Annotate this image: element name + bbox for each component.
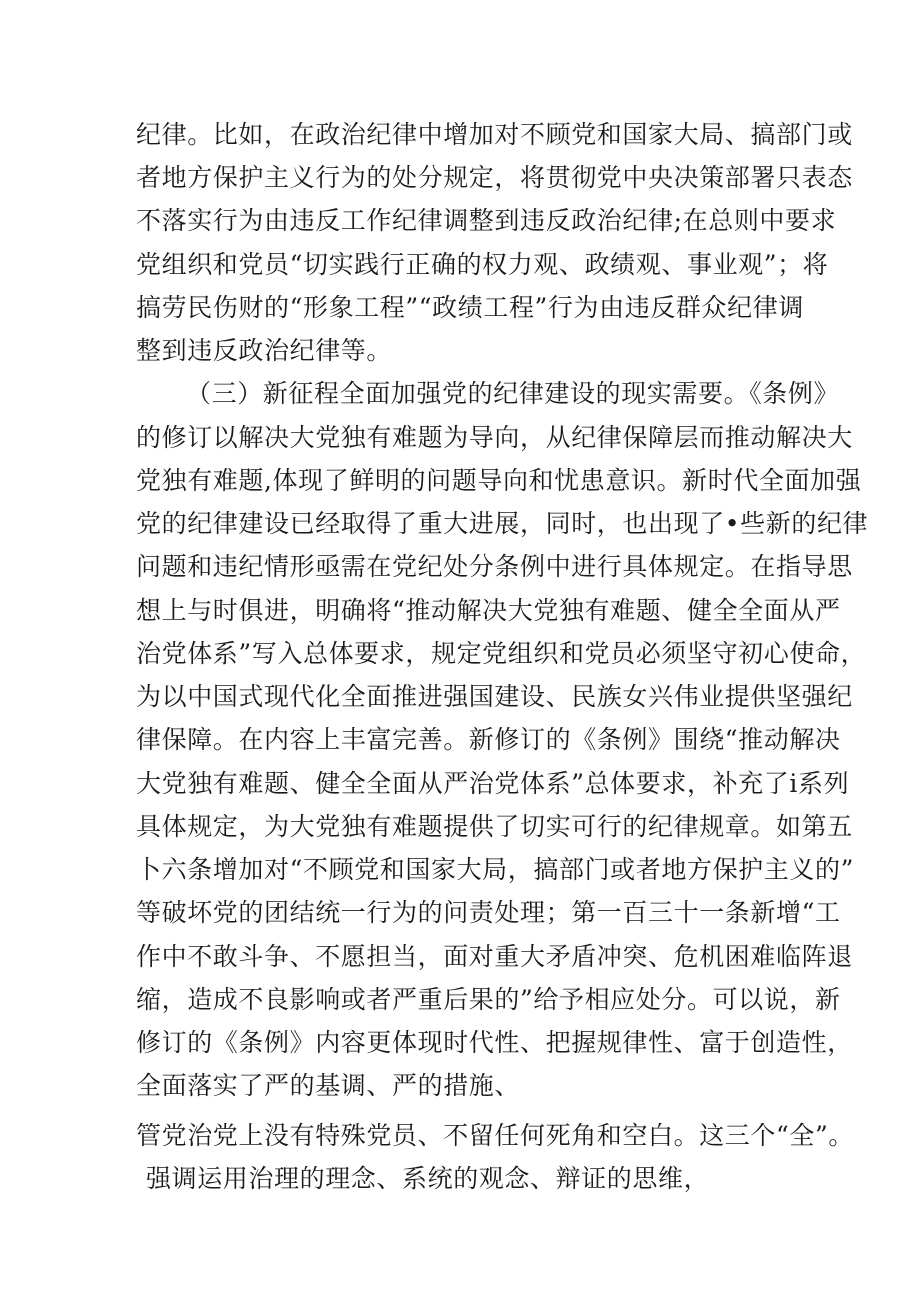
text-line-2: 者地方保护主义行为的处分规定，将贯彻党中央决策部署只表态 xyxy=(136,163,853,192)
text-line-24: 管党治党上没有特殊党员、不留任何死角和空白。这三个“全”。 xyxy=(136,1121,854,1150)
text-line-5: 搞劳民伤财的“形象工程”“政绩工程”行为由违反群众纪律调 xyxy=(136,293,804,322)
text-line-14: 为以中国式现代化全面推进强国建设、民族女兴伟业提供坚强纪 xyxy=(136,682,853,711)
text-line-10: 党的纪律建设已经取得了重大进展，同时，也出现了•些新的纪律 xyxy=(136,509,869,538)
text-line-8: 的修订以解决大党独有难题为导向，从纪律保障层而推动解决大 xyxy=(136,423,853,452)
text-line-13: 治党体系”写入总体要求，规定党组织和党员必须坚守初心使命， xyxy=(136,639,867,668)
text-line-18: 卜六条增加对“不顾党和国家大局，搞部门或者地方保护主义的” xyxy=(136,855,854,884)
text-line-11: 问题和违纪情形亟需在党纪处分条例中进行具体规定。在指导思 xyxy=(136,552,853,581)
text-line-7: （三）新征程全面加强党的纪律建设的现实需要。《条例》 xyxy=(186,379,840,408)
text-line-20: 作中不敢斗争、不愿担当，面对重大矛盾冲突、危机困难临阵退 xyxy=(136,942,853,971)
text-line-1: 纪律。比如，在政治纪律中增加对不顾党和国家大局、搞部门或 xyxy=(136,120,853,149)
text-line-21: 缩，造成不良影响或者严重后果的”给予相应处分。可以说，新 xyxy=(136,985,841,1014)
text-line-23: 全面落实了严的基调、严的措施、 xyxy=(136,1071,521,1100)
text-line-15: 律保障。在内容上丰富完善。新修订的《条例》围绕“推动解决 xyxy=(136,725,841,754)
text-line-16: 大党独有难题、健全全面从严治党体系”总体要求，补充了i系列 xyxy=(136,769,850,798)
text-line-12: 想上与时俱进，明确将“推动解决大党独有难题、健全全面从严 xyxy=(136,596,841,625)
text-line-22: 修订的《条例》内容更体现时代性、把握规律性、富于创造性， xyxy=(136,1028,853,1057)
text-line-25: 强调运用治理的理念、系统的观念、辩证的思维， xyxy=(146,1164,710,1193)
text-line-17: 具体规定，为大党独有难题提供了切实可行的纪律规章。如第五 xyxy=(136,812,853,841)
text-line-3: 不落实行为由违反工作纪律调整到违反政治纪律;在总则中要求 xyxy=(136,206,837,235)
text-line-4: 党组织和党员“切实践行正确的权力观、政绩观、事业观”；将 xyxy=(136,250,829,279)
text-line-6: 整到违反政治纪律等。 xyxy=(136,336,393,365)
text-line-9: 党独有难题,体现了鲜明的问题导向和忧患意识。新时代全面加强 xyxy=(136,466,862,495)
text-line-19: 等破坏党的团结统一行为的问责处理；第一百三十一条新增“工 xyxy=(136,898,841,927)
